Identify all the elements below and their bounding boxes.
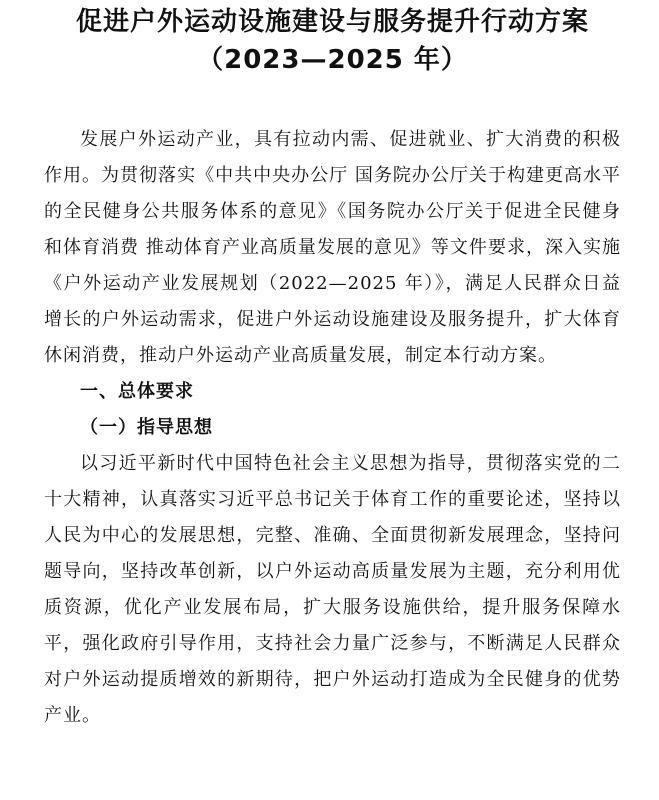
guiding-ideology-paragraph: 以习近平新时代中国特色社会主义思想为指导，贯彻落实党的二十大精神，认真落实习近平总书记关于体育工作的重要论述，坚持以人民为中心的发展思想，完整、准确、全面贯彻新发展理念，坚持问题导向，坚持改革创新，以户外运动高质量发展为主题，充分利用优质资源，优化产业发展布局，扩大服务设施供给，提升服务保障水平，强化政府引导作用，支持社会力量广泛参与，不断满足人民群众对户外运动提质增效的新期待，把户外运动打造成为全民健身的优势产业。: [44, 453, 621, 726]
document-subtitle: （2023—2025 年）: [197, 45, 468, 75]
document-title: 促进户外运动设施建设与服务提升行动方案: [75, 7, 589, 37]
intro-paragraph: 发展户外运动产业，具有拉动内需、促进就业、扩大消费的积极作用。为贯彻落实《中共中央办公厅 国务院办公厅关于构建更高水平的全民健身公共服务体系的意见》《国务院办公厅关于促进全民健身和体育消费 推动体育产业高质量发展的意见》等文件要求，深入实施《户外运动产业发展规划（2022—2025 年）》，满足人民群众日益增长的户外运动需求，促进户外运动设施建设及服务提升，扩大体育休闲消费，推动户外运动产业高质量发展，制定本行动方案。: [44, 129, 621, 366]
subsection-heading-guiding-ideology: （一）指导思想: [80, 417, 213, 438]
title-spacer: [44, 78, 621, 122]
section-heading-general-requirements: 一、总体要求: [80, 381, 194, 402]
